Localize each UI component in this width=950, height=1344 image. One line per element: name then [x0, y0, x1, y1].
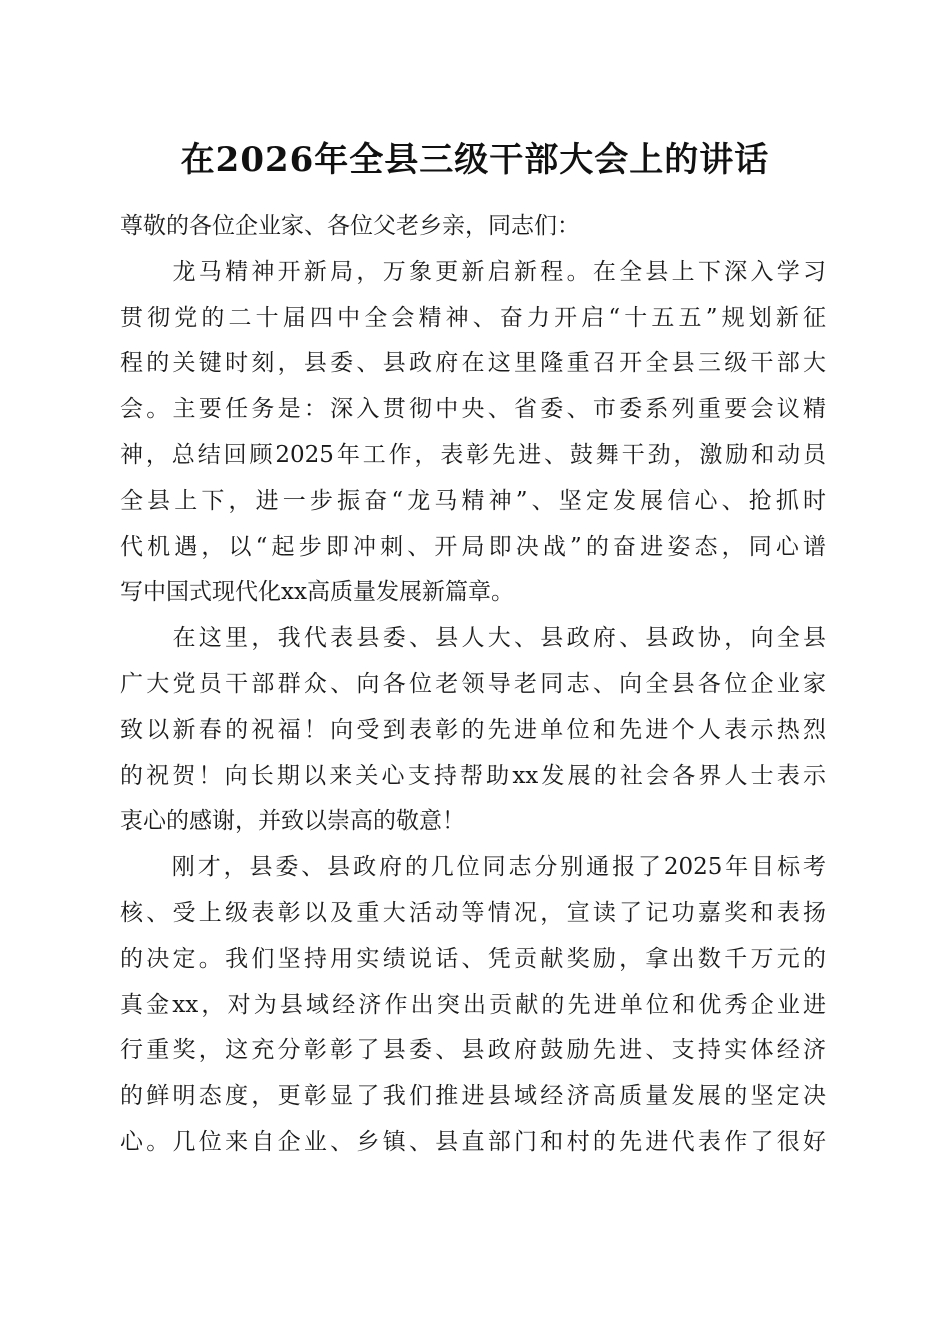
body-line: 龙马精神开新局，万象更新启新程。在全县上下深入学习 [120, 258, 826, 285]
body-line: 的决定。我们坚持用实绩说话、凭贡献奖励，拿出数千万元的 [120, 945, 826, 972]
body-line: 程的关键时刻，县委、县政府在这里隆重召开全县三级干部大 [120, 350, 826, 377]
body-line: 在这里，我代表县委、县人大、县政府、县政协，向全县 [120, 625, 826, 652]
document-title: 在2026年全县三级干部大会上的讲话 [180, 140, 770, 180]
body-line: 真金xx，对为县域经济作出突出贡献的先进单位和优秀企业进 [120, 991, 826, 1018]
body-line: 会。主要任务是：深入贯彻中央、省委、市委系列重要会议精 [120, 396, 826, 423]
body-line: 代机遇，以“起步即冲刺、开局即决战”的奋进姿态，同心谱 [120, 533, 826, 560]
document-body [120, 204, 826, 1166]
body-line: 行重奖，这充分彰彰了县委、县政府鼓励先进、支持实体经济 [120, 1037, 826, 1064]
body-line: 广大党员干部群众、向各位老领导老同志、向全县各位企业家 [120, 670, 826, 697]
body-line: 的祝贺！向长期以来关心支持帮助xx发展的社会各界人士表示 [120, 762, 826, 789]
body-line: 全县上下，进一步振奋“龙马精神”、坚定发展信心、抢抓时 [120, 487, 826, 514]
body-line: 致以新春的祝福！向受到表彰的先进单位和先进个人表示热烈 [120, 716, 826, 743]
body-line: 核、受上级表彰以及重大活动等情况，宣读了记功嘉奖和表扬 [120, 899, 826, 926]
body-line: 贯彻党的二十届四中全会精神、奋力开启“十五五”规划新征 [120, 304, 826, 331]
body-line: 神，总结回顾2025年工作，表彰先进、鼓舞干劲，激励和动员 [120, 441, 826, 468]
body-line: 写中国式现代化xx高质量发展新篇章。 [120, 579, 514, 606]
body-line: 刚才，县委、县政府的几位同志分别通报了2025年目标考 [120, 854, 826, 881]
body-line: 心。几位来自企业、乡镇、县直部门和村的先进代表作了很好 [120, 1128, 826, 1155]
salutation-line: 尊敬的各位企业家、各位父老乡亲，同志们： [120, 213, 580, 239]
body-line: 衷心的感谢，并致以崇高的敬意！ [120, 808, 465, 835]
body-line: 的鲜明态度，更彰显了我们推进县域经济高质量发展的坚定决 [120, 1083, 826, 1110]
